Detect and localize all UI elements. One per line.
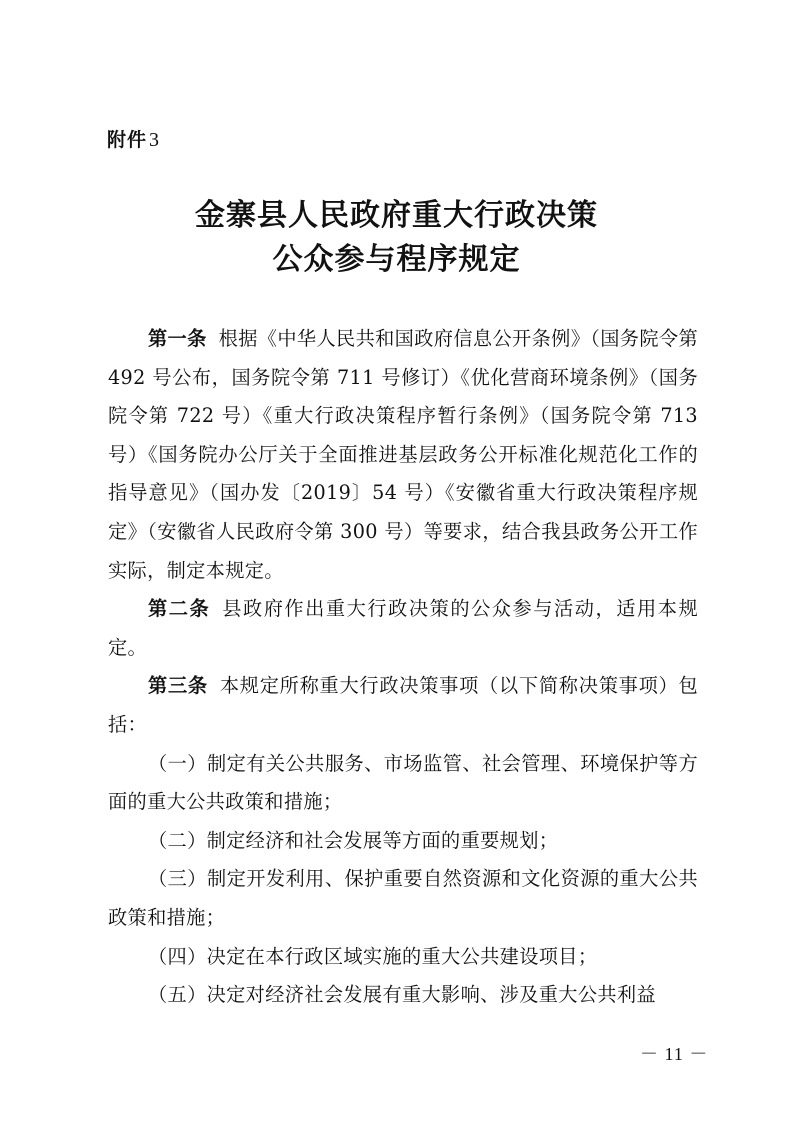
list-item-1: （一）制定有关公共服务、市场监管、社会管理、环境保护等方面的重大公共政策和措施； (108, 751, 698, 814)
article-heading: 第二条 (148, 597, 211, 621)
attachment-text: 附件 (107, 129, 148, 151)
attachment-label (107, 125, 160, 152)
article-3 (108, 667, 698, 744)
document-body (108, 320, 698, 1015)
article-2 (108, 590, 698, 667)
article-1 (108, 320, 698, 590)
article-heading: 第一条 (148, 327, 207, 350)
list-item-2: （二）制定经济和社会发展等方面的重要规划； (148, 828, 559, 852)
article-text: 本规定所称重大行政决策事项（以下简称决策事项）包括： (108, 674, 698, 736)
document-title-line-1: 金寨县人民政府重大行政决策 (195, 198, 598, 233)
document-title-line-2: 公众参与程序规定 (272, 242, 521, 277)
article-heading: 第三条 (148, 674, 208, 698)
article-text: 根据《中华人民共和国政府信息公开条例》（国务院令第 492 号公布，国务院令第 711 号修订）《优化营商环境条例》（国务院令第 722 号）《重大行政决策程序暂行条例》（国务院令第 713 号）《国务院办公厅关于全面推进基层政务公开标准化规范化工作的指导意见》（国办发〔2019〕54 号）《安徽省重大行政决策程序规定》（安徽省人民政府令第 300 号）等要求，结合我县政务公开工作实际，制定本规定。 (108, 327, 698, 582)
list-item-4: （四）决定在本行政区域实施的重大公共建设项目； (148, 944, 598, 968)
article-text: 县政府作出重大行政决策的公众参与活动，适用本规定。 (108, 597, 698, 659)
attachment-number: 3 (149, 129, 161, 151)
list-item-3: （三）制定开发利用、保护重要自然资源和文化资源的重大公共政策和措施； (108, 867, 698, 929)
page-number: － 11 － (640, 1044, 709, 1064)
list-item-5: （五）决定对经济社会发展有重大影响、涉及重大公共利益 (148, 983, 656, 1007)
